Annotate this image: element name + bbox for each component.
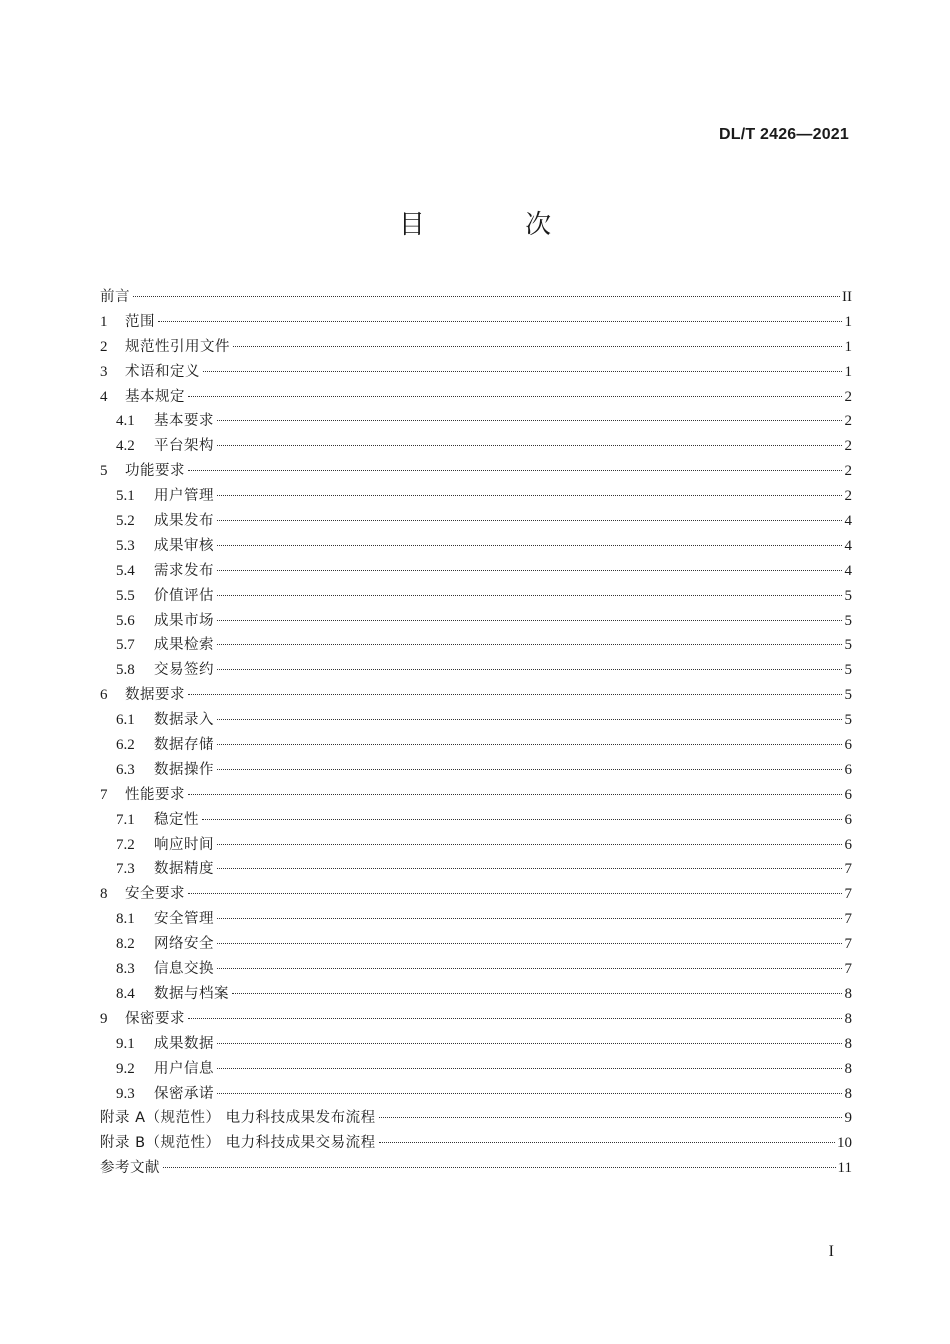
- toc-entry[interactable]: [100, 1082, 852, 1107]
- toc-entry-number: 7.2: [116, 836, 135, 853]
- toc-entry[interactable]: [100, 434, 852, 459]
- toc-entry[interactable]: [100, 584, 852, 609]
- toc-dot-leader: [217, 669, 842, 670]
- toc-entry-number: 8: [100, 886, 108, 903]
- toc-dot-leader: [163, 1167, 836, 1168]
- toc-entry-number: 6.2: [116, 737, 135, 754]
- toc-entry-title: 成果检索: [154, 637, 214, 654]
- toc-dot-leader: [379, 1117, 842, 1118]
- toc-entry-title: 附录 B（规范性） 电力科技成果交易流程: [100, 1135, 376, 1152]
- toc-list: [100, 285, 852, 1181]
- toc-dot-leader: [217, 744, 842, 745]
- toc-dot-leader: [233, 346, 842, 347]
- toc-entry-number: 9.3: [116, 1085, 135, 1102]
- toc-dot-leader: [217, 918, 842, 919]
- toc-entry[interactable]: [100, 534, 852, 559]
- toc-entry[interactable]: [100, 982, 852, 1007]
- toc-dot-leader: [202, 819, 842, 820]
- toc-entry-page: 5: [844, 662, 852, 679]
- toc-dot-leader: [217, 1093, 842, 1094]
- toc-entry-number: 6.1: [116, 712, 135, 729]
- toc-entry-title: 价值评估: [154, 587, 214, 604]
- toc-entry-title: 术语和定义: [125, 363, 200, 380]
- toc-entry-page: 2: [844, 463, 852, 480]
- toc-entry[interactable]: [100, 335, 852, 360]
- toc-dot-leader: [217, 968, 842, 969]
- toc-entry-number: 7.1: [116, 811, 135, 828]
- toc-entry[interactable]: [100, 310, 852, 335]
- toc-entry-title: 网络安全: [154, 936, 214, 953]
- toc-entry[interactable]: [100, 459, 852, 484]
- toc-entry-title: 数据存储: [154, 737, 214, 754]
- toc-entry-page: 5: [844, 587, 852, 604]
- toc-entry-title: 功能要求: [125, 463, 185, 480]
- toc-entry-page: 7: [844, 936, 852, 953]
- toc-entry-title: 成果数据: [154, 1035, 214, 1052]
- toc-entry[interactable]: [100, 1057, 852, 1082]
- toc-entry-page: 1: [844, 363, 852, 380]
- toc-entry-page: 8: [844, 985, 852, 1002]
- toc-entry-number: 1: [100, 313, 108, 330]
- toc-entry-page: 6: [844, 811, 852, 828]
- toc-entry-number: 4.1: [116, 413, 135, 430]
- toc-entry-page: 7: [844, 861, 852, 878]
- toc-dot-leader: [217, 769, 842, 770]
- document-code: DL/T 2426—2021: [719, 126, 849, 143]
- toc-entry-number: 5.6: [116, 612, 135, 629]
- toc-entry-title: 需求发布: [154, 562, 214, 579]
- toc-entry-number: 5.4: [116, 562, 135, 579]
- toc-entry[interactable]: [100, 708, 852, 733]
- toc-entry-title: 用户管理: [154, 488, 214, 505]
- toc-entry[interactable]: [100, 484, 852, 509]
- toc-entry-title: 成果审核: [154, 537, 214, 554]
- toc-dot-leader: [217, 1043, 842, 1044]
- toc-entry[interactable]: [100, 1032, 852, 1057]
- toc-entry[interactable]: [100, 609, 852, 634]
- toc-entry[interactable]: [100, 658, 852, 683]
- toc-entry-title: 信息交换: [154, 961, 214, 978]
- toc-entry-title: 数据与档案: [154, 985, 229, 1002]
- toc-entry-title: 响应时间: [154, 836, 214, 853]
- toc-dot-leader: [188, 396, 842, 397]
- toc-entry-title: 平台架构: [154, 438, 214, 455]
- toc-entry-title: 参考文献: [100, 1160, 160, 1177]
- toc-dot-leader: [217, 570, 842, 571]
- toc-entry[interactable]: [100, 360, 852, 385]
- toc-entry[interactable]: [100, 559, 852, 584]
- toc-entry-page: 8: [844, 1035, 852, 1052]
- toc-entry-page: 8: [844, 1060, 852, 1077]
- toc-entry-title: 安全要求: [125, 886, 185, 903]
- toc-entry-number: 9.2: [116, 1060, 135, 1077]
- toc-dot-leader: [217, 943, 842, 944]
- toc-entry[interactable]: [100, 833, 852, 858]
- toc-entry-number: 8.4: [116, 985, 135, 1002]
- toc-entry[interactable]: [100, 882, 852, 907]
- toc-dot-leader: [158, 321, 842, 322]
- toc-entry-title: 成果发布: [154, 513, 214, 530]
- toc-dot-leader: [217, 545, 842, 546]
- toc-entry-page: 2: [844, 388, 852, 405]
- toc-entry-number: 4.2: [116, 438, 135, 455]
- toc-entry-page: 1: [844, 313, 852, 330]
- toc-entry[interactable]: [100, 733, 852, 758]
- toc-entry-page: 7: [844, 886, 852, 903]
- toc-entry-number: 5: [100, 463, 108, 480]
- toc-entry-number: 2: [100, 338, 108, 355]
- toc-entry-number: 8.1: [116, 911, 135, 928]
- toc-entry-title: 保密承诺: [154, 1085, 214, 1102]
- toc-dot-leader: [217, 868, 842, 869]
- toc-entry[interactable]: [100, 285, 852, 310]
- toc-entry[interactable]: [100, 409, 852, 434]
- toc-entry-page: 11: [837, 1160, 852, 1177]
- toc-entry-number: 8.2: [116, 936, 135, 953]
- page-number: I: [828, 1243, 834, 1260]
- toc-entry-title: 交易签约: [154, 662, 214, 679]
- toc-entry-number: 5.3: [116, 537, 135, 554]
- toc-dot-leader: [232, 993, 842, 994]
- toc-entry[interactable]: [100, 1156, 852, 1181]
- toc-entry[interactable]: [100, 1131, 852, 1156]
- toc-entry[interactable]: [100, 932, 852, 957]
- toc-entry-title: 规范性引用文件: [125, 338, 230, 355]
- toc-entry-title: 数据录入: [154, 712, 214, 729]
- toc-entry-title: 安全管理: [154, 911, 214, 928]
- toc-entry-page: 5: [844, 687, 852, 704]
- toc-entry-title: 稳定性: [154, 811, 199, 828]
- toc-entry-title: 数据要求: [125, 687, 185, 704]
- toc-entry[interactable]: [100, 683, 852, 708]
- toc-entry-number: 5.2: [116, 513, 135, 530]
- toc-entry[interactable]: [100, 808, 852, 833]
- toc-entry-page: 8: [844, 1010, 852, 1027]
- toc-dot-leader: [217, 644, 842, 645]
- toc-entry-title: 成果市场: [154, 612, 214, 629]
- toc-entry-page: 7: [844, 911, 852, 928]
- toc-dot-leader: [203, 371, 842, 372]
- toc-entry-page: II: [842, 289, 852, 305]
- toc-dot-leader: [188, 694, 842, 695]
- toc-dot-leader: [188, 470, 842, 471]
- toc-entry[interactable]: [100, 857, 852, 882]
- toc-dot-leader: [217, 520, 842, 521]
- toc-entry-number: 5.8: [116, 662, 135, 679]
- toc-entry-number: 4: [100, 388, 108, 405]
- toc-entry-title: 数据操作: [154, 761, 214, 778]
- toc-dot-leader: [188, 893, 842, 894]
- toc-dot-leader: [217, 620, 842, 621]
- toc-entry[interactable]: [100, 758, 852, 783]
- toc-entry-title: 性能要求: [125, 786, 185, 803]
- toc-entry-number: 5.1: [116, 488, 135, 505]
- toc-entry[interactable]: [100, 1007, 852, 1032]
- toc-entry[interactable]: [100, 509, 852, 534]
- toc-dot-leader: [379, 1142, 835, 1143]
- toc-entry-title: 保密要求: [125, 1010, 185, 1027]
- toc-entry[interactable]: [100, 907, 852, 932]
- toc-entry-number: 7: [100, 786, 108, 803]
- toc-entry[interactable]: [100, 633, 852, 658]
- toc-dot-leader: [217, 1068, 842, 1069]
- toc-dot-leader: [217, 445, 842, 446]
- toc-entry-page: 6: [844, 786, 852, 803]
- toc-entry-page: 6: [844, 737, 852, 754]
- toc-title: 目 次: [398, 210, 598, 240]
- toc-entry-title: 用户信息: [154, 1060, 214, 1077]
- toc-entry-title: 前言: [100, 289, 130, 305]
- toc-entry-title: 范围: [125, 313, 155, 330]
- toc-entry-number: 8.3: [116, 961, 135, 978]
- toc-entry[interactable]: [100, 1106, 852, 1131]
- toc-entry-page: 2: [844, 438, 852, 455]
- toc-entry-number: 5.7: [116, 637, 135, 654]
- toc-dot-leader: [133, 296, 840, 297]
- toc-entry-title: 附录 A（规范性） 电力科技成果发布流程: [100, 1110, 376, 1127]
- toc-entry-page: 5: [844, 712, 852, 729]
- toc-entry-page: 9: [844, 1110, 852, 1127]
- toc-entry-title: 数据精度: [154, 861, 214, 878]
- toc-entry-page: 5: [844, 637, 852, 654]
- toc-entry[interactable]: [100, 783, 852, 808]
- toc-dot-leader: [217, 595, 842, 596]
- toc-entry-page: 4: [844, 562, 852, 579]
- toc-entry-title: 基本规定: [125, 388, 185, 405]
- toc-entry-number: 7.3: [116, 861, 135, 878]
- toc-entry-page: 2: [844, 488, 852, 505]
- toc-dot-leader: [188, 1018, 842, 1019]
- toc-entry[interactable]: [100, 957, 852, 982]
- toc-entry-number: 6: [100, 687, 108, 704]
- toc-dot-leader: [217, 844, 842, 845]
- toc-entry-page: 7: [844, 961, 852, 978]
- toc-entry-page: 1: [844, 338, 852, 355]
- toc-entry-page: 4: [844, 537, 852, 554]
- toc-entry-number: 9: [100, 1010, 108, 1027]
- toc-entry-number: 3: [100, 363, 108, 380]
- toc-entry-page: 4: [844, 513, 852, 530]
- toc-entry-number: 6.3: [116, 761, 135, 778]
- toc-entry-number: 5.5: [116, 587, 135, 604]
- toc-entry[interactable]: [100, 385, 852, 410]
- toc-dot-leader: [217, 719, 842, 720]
- toc-entry-page: 8: [844, 1085, 852, 1102]
- toc-entry-page: 10: [837, 1135, 852, 1152]
- toc-dot-leader: [217, 420, 842, 421]
- toc-dot-leader: [188, 794, 842, 795]
- toc-entry-page: 5: [844, 612, 852, 629]
- toc-entry-number: 9.1: [116, 1035, 135, 1052]
- toc-entry-page: 6: [844, 761, 852, 778]
- toc-entry-title: 基本要求: [154, 413, 214, 430]
- toc-entry-page: 2: [844, 413, 852, 430]
- toc-dot-leader: [217, 495, 842, 496]
- toc-entry-page: 6: [844, 836, 852, 853]
